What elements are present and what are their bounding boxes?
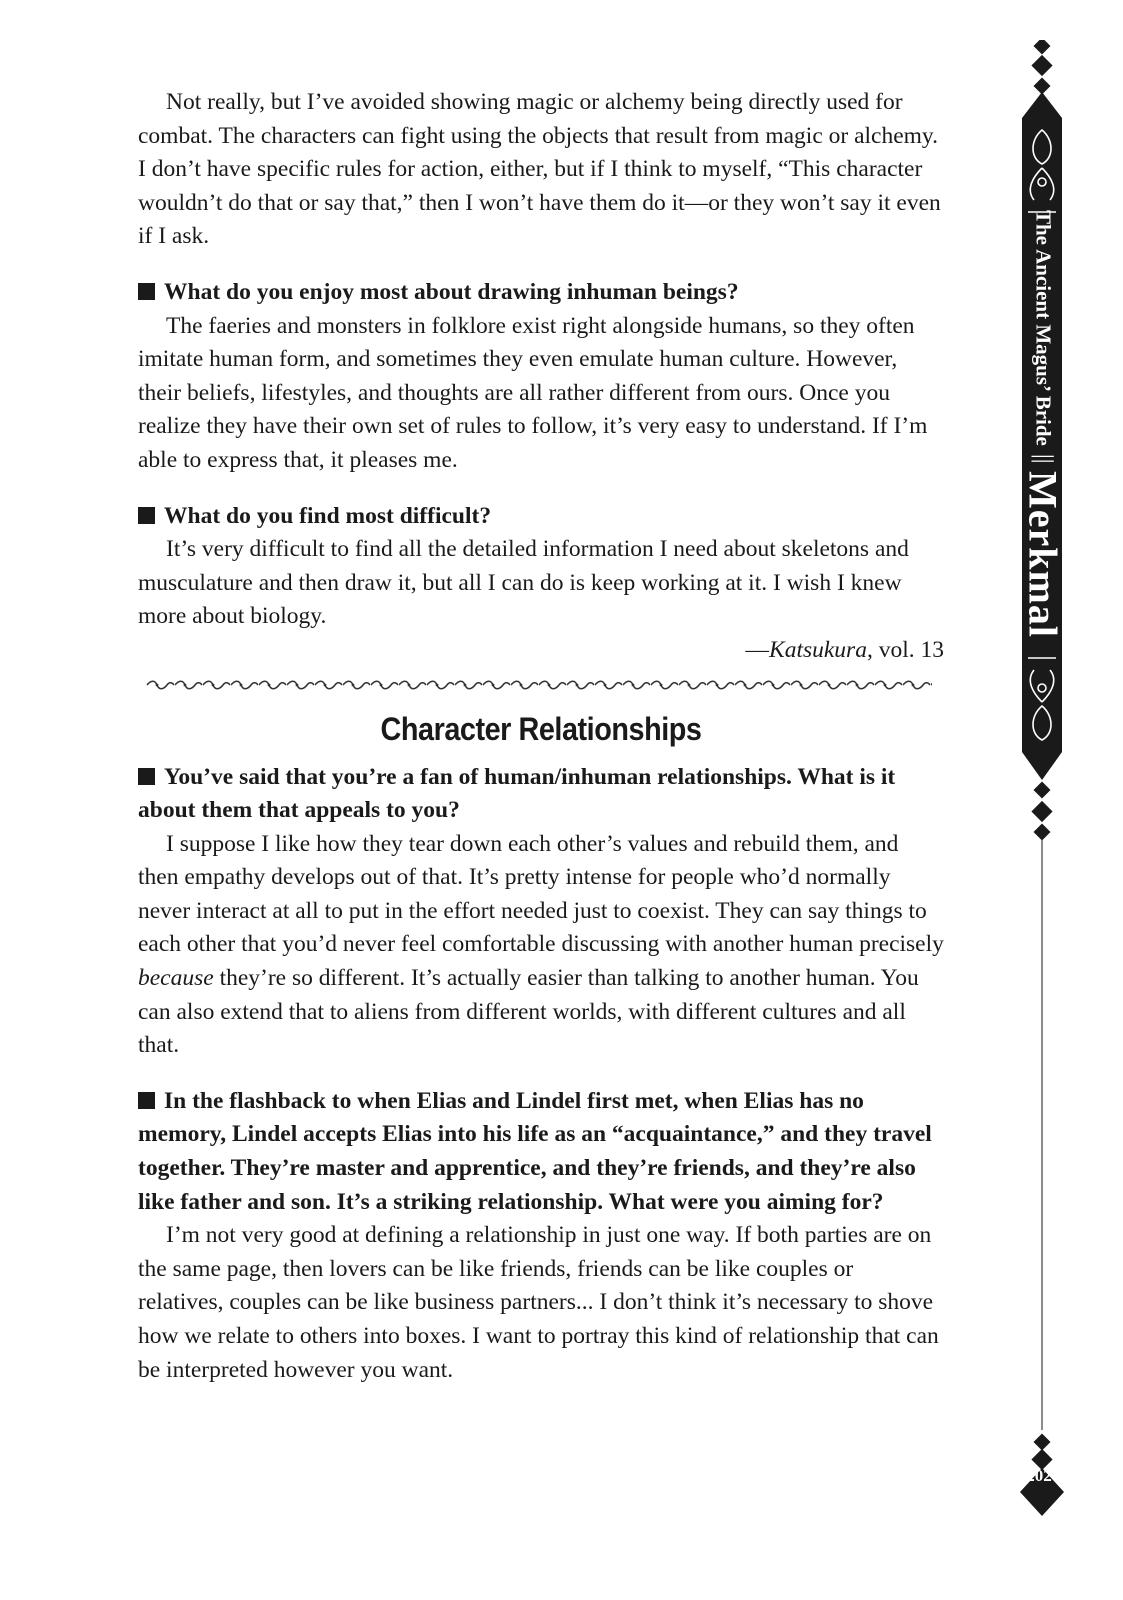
- intro-block: [138, 86, 944, 254]
- answer-text: The faeries and monsters in folklore exist right alongside humans, so they often imitate human form, and sometimes they even emulate human culture. However, their beliefs, lifestyles, and thoughts are all rather different from ours. Once you realize they have their own set of rules to follow, it’s very easy to understand. If I’m able to express that, it pleases me.: [138, 312, 928, 473]
- section-title: Character Relationships: [380, 710, 702, 747]
- ornamental-divider: [146, 680, 932, 690]
- answer-text-part1: I suppose I like how they tear down each other’s values and rebuild them, and then empathy develops out of that. It’s pretty intense for people who’d normally never interact at all to put in the effort needed just to coexist. They can say things to each other that you’d never feel comfortable discussing with another human precisely: [138, 830, 944, 958]
- answer-text: I’m not very good at defining a relationship in just one way. If both parties are on the same page, then lovers can be like friends, friends can be like couples or relatives, couples can be like business partners... I don’t think it’s necessary to shove how we relate to others into boxes. I want to portray this kind of relationship that can be interpreted however you want.: [138, 1222, 939, 1383]
- answer-emphasis: because: [138, 965, 214, 992]
- question-heading: [138, 276, 944, 310]
- answer-text: It’s very difficult to find all the detailed information I need about skeletons and musculature and then draw it, but all I can do is keep working at it. I wish I knew more about biology.: [138, 536, 909, 630]
- question-heading: [138, 1085, 944, 1219]
- answer-text: [138, 828, 944, 1063]
- attribution: [138, 634, 944, 668]
- attribution-dash: —: [745, 636, 770, 663]
- question-text: What do you enjoy most about drawing inhuman beings?: [164, 278, 739, 305]
- page-number: 202: [1026, 1466, 1052, 1485]
- attribution-name: Katsukura: [769, 636, 867, 663]
- square-bullet-icon: [138, 1092, 155, 1109]
- qa-block-difficult: [138, 500, 944, 634]
- qa-block-elias-lindel: [138, 1085, 944, 1387]
- question-text: You’ve said that you’re a fan of human/inhuman relationships. What is it about them that appeals to you?: [138, 763, 896, 824]
- sidebar-title: [1018, 210, 1068, 680]
- square-bullet-icon: [138, 283, 155, 300]
- square-bullet-icon: [138, 768, 155, 785]
- series-title: The Ancient Magus’ Bride: [1031, 210, 1056, 446]
- title-separator: ||: [1030, 453, 1057, 464]
- question-heading: [138, 500, 944, 534]
- question-text: In the flashback to when Elias and Lindel first met, when Elias has no memory, Lindel accepts Elias into his life as an “acquaintance,” and they travel together. They’re master and apprentice, and they’re friends, and they’re also like father and son. It’s a striking relationship. What were you aiming for?: [138, 1087, 932, 1215]
- question-text: What do you find most difficult?: [164, 502, 492, 529]
- square-bullet-icon: [138, 507, 155, 524]
- qa-block-inhuman-beings: [138, 276, 944, 478]
- section-name: Merkmal: [1020, 471, 1066, 639]
- attribution-volume: , vol. 13: [866, 636, 944, 663]
- answer-text-part2: they’re so different. It’s actually easier than talking to another human. You can also extend that to aliens from different worlds, with different cultures and all that.: [138, 965, 919, 1059]
- intro-answer: Not really, but I’ve avoided showing magic or alchemy being directly used for combat. The characters can fight using the objects that result from magic or alchemy. I don’t have specific rules for action, either, but if I think to myself, “This character wouldn’t do that or say that,” then I won’t have them do it—or they won’t say it even if I ask.: [138, 89, 941, 250]
- qa-block-human-inhuman: [138, 761, 944, 1063]
- question-heading: [138, 761, 944, 828]
- article-body: [138, 86, 944, 1409]
